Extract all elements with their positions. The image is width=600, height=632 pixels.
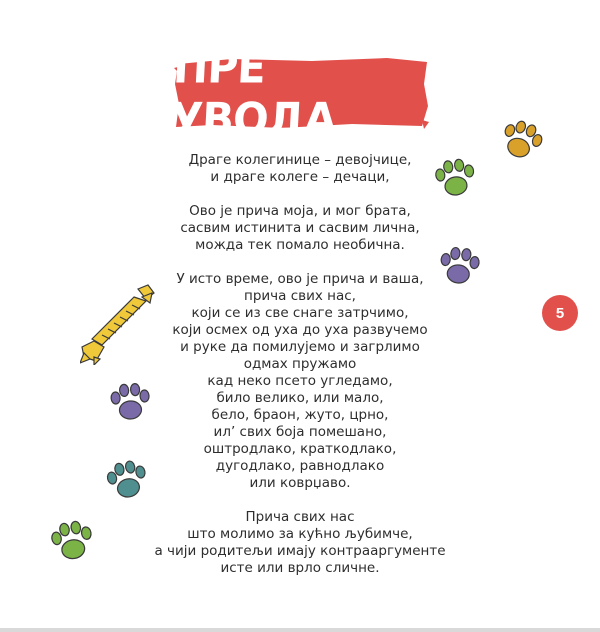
poem-line: и драге колеге – дечаци,	[210, 169, 390, 185]
poem-line: а чији родитељи имају контрааргументе	[154, 543, 446, 559]
poem-line: У исто време, ово је прича и ваша,	[176, 271, 424, 287]
poem-line: одмах пружамо	[243, 356, 357, 372]
poem-line: можда тек помало необична.	[195, 237, 405, 253]
poem-line: који се из све снаге затрчимо,	[191, 305, 409, 321]
poem-line: прича свих нас,	[244, 288, 356, 304]
poem-line: кад неко псето угледамо,	[207, 373, 393, 389]
poem-line: исте или врло сличне.	[220, 560, 380, 576]
page-title: ПРЕ УВОДА	[169, 41, 338, 145]
poem-line: било велико, или мало,	[216, 390, 384, 406]
poem-line: бело, браон, жуто, црно,	[211, 407, 389, 423]
paw-print-icon	[105, 380, 155, 426]
poem-line: оштродлако, краткодлако,	[203, 441, 397, 457]
title-banner	[169, 41, 430, 145]
stanza-2	[150, 203, 450, 254]
paw-print-icon	[102, 458, 152, 504]
poem-line: који осмех од уха до уха развучемо	[172, 322, 428, 338]
stanza-3	[150, 271, 450, 492]
paw-print-icon	[430, 156, 480, 202]
poem-line: Драге колегинице – девојчице,	[188, 152, 412, 168]
poem-line: и руке да помилујемо и загрлимо	[180, 339, 420, 355]
page-bottom-edge	[0, 628, 600, 632]
poem-line: ил’ свих боја помешано,	[213, 424, 387, 440]
paw-print-icon	[434, 244, 484, 290]
stanza-1	[150, 152, 450, 186]
poem-line: дугодлако, равнодлако	[215, 458, 385, 474]
poem-body	[150, 152, 450, 594]
rope-toy-icon	[80, 283, 160, 365]
poem-line: сасвим истинита и сасвим лична,	[180, 220, 420, 236]
poem-line: или коврџаво.	[249, 475, 351, 491]
paw-print-icon	[496, 118, 546, 164]
poem-line: што молимо за кућно љубимче,	[187, 526, 413, 542]
poem-line: Прича свих нас	[245, 509, 355, 525]
paw-print-icon	[46, 518, 98, 566]
poem-line: Ово је прича моја, и мог брата,	[189, 203, 411, 219]
stanza-4	[150, 509, 450, 577]
page-number-badge: 5	[542, 295, 578, 331]
